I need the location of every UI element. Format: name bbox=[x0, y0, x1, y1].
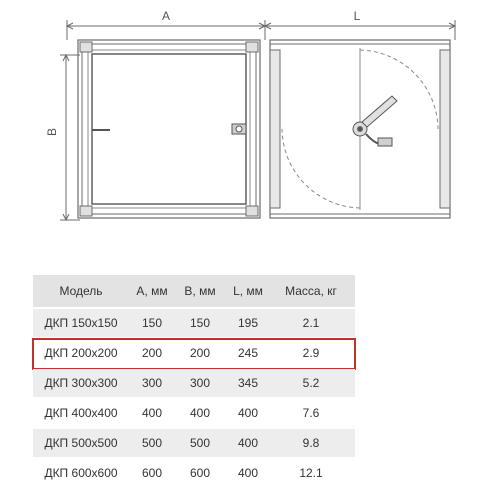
cell-mass: 9.8 bbox=[302, 436, 320, 450]
table-row bbox=[33, 399, 355, 429]
front-view bbox=[78, 40, 260, 218]
cell-b: 300 bbox=[189, 376, 211, 390]
cell-l: 195 bbox=[237, 316, 259, 330]
specifications-table bbox=[33, 275, 355, 489]
table-row bbox=[33, 369, 355, 399]
table-row bbox=[33, 309, 355, 339]
cell-b: 200 bbox=[189, 346, 211, 360]
cell-b: 400 bbox=[189, 406, 211, 420]
cell-l: 400 bbox=[237, 406, 259, 420]
cell-mass: 5.2 bbox=[302, 376, 320, 390]
cell-mass: 2.1 bbox=[302, 316, 320, 330]
dimension-l bbox=[265, 20, 455, 40]
table-row bbox=[33, 429, 355, 459]
label-dim-l: L bbox=[353, 9, 361, 23]
header-l: L, мм bbox=[233, 284, 263, 298]
table-row bbox=[33, 459, 355, 489]
side-view bbox=[270, 40, 450, 218]
cell-a: 150 bbox=[141, 316, 163, 330]
cell-l: 400 bbox=[237, 466, 259, 480]
cell-l: 345 bbox=[237, 376, 259, 390]
dimension-b bbox=[60, 55, 80, 220]
cell-mass: 7.6 bbox=[302, 406, 320, 420]
table-row-highlighted bbox=[33, 339, 355, 369]
cell-b: 600 bbox=[189, 466, 211, 480]
cell-l: 245 bbox=[237, 346, 259, 360]
cell-a: 300 bbox=[141, 376, 163, 390]
header-a: А, мм bbox=[136, 284, 168, 298]
cell-b: 150 bbox=[189, 316, 211, 330]
cell-a: 600 bbox=[141, 466, 163, 480]
cell-model: ДКП 500x500 bbox=[44, 436, 118, 450]
cell-model: ДКП 300x300 bbox=[44, 376, 118, 390]
header-model: Модель bbox=[59, 284, 103, 298]
table-header-row bbox=[33, 275, 355, 309]
cell-l: 400 bbox=[237, 436, 259, 450]
cell-model: ДКП 200x200 bbox=[44, 346, 118, 360]
cell-a: 200 bbox=[141, 346, 163, 360]
dimension-a bbox=[67, 20, 265, 40]
cell-model: ДКП 150x150 bbox=[44, 316, 118, 330]
cell-mass: 12.1 bbox=[299, 466, 323, 480]
cell-a: 400 bbox=[141, 406, 163, 420]
cell-model: ДКП 400x400 bbox=[44, 406, 118, 420]
cell-mass: 2.9 bbox=[302, 346, 320, 360]
cell-a: 500 bbox=[141, 436, 163, 450]
header-b: В, мм bbox=[184, 284, 216, 298]
label-dim-a: A bbox=[161, 9, 171, 23]
cell-model: ДКП 600x600 bbox=[44, 466, 118, 480]
header-mass: Масса, кг bbox=[285, 284, 337, 298]
label-dim-b: B bbox=[45, 127, 59, 137]
cell-b: 500 bbox=[189, 436, 211, 450]
